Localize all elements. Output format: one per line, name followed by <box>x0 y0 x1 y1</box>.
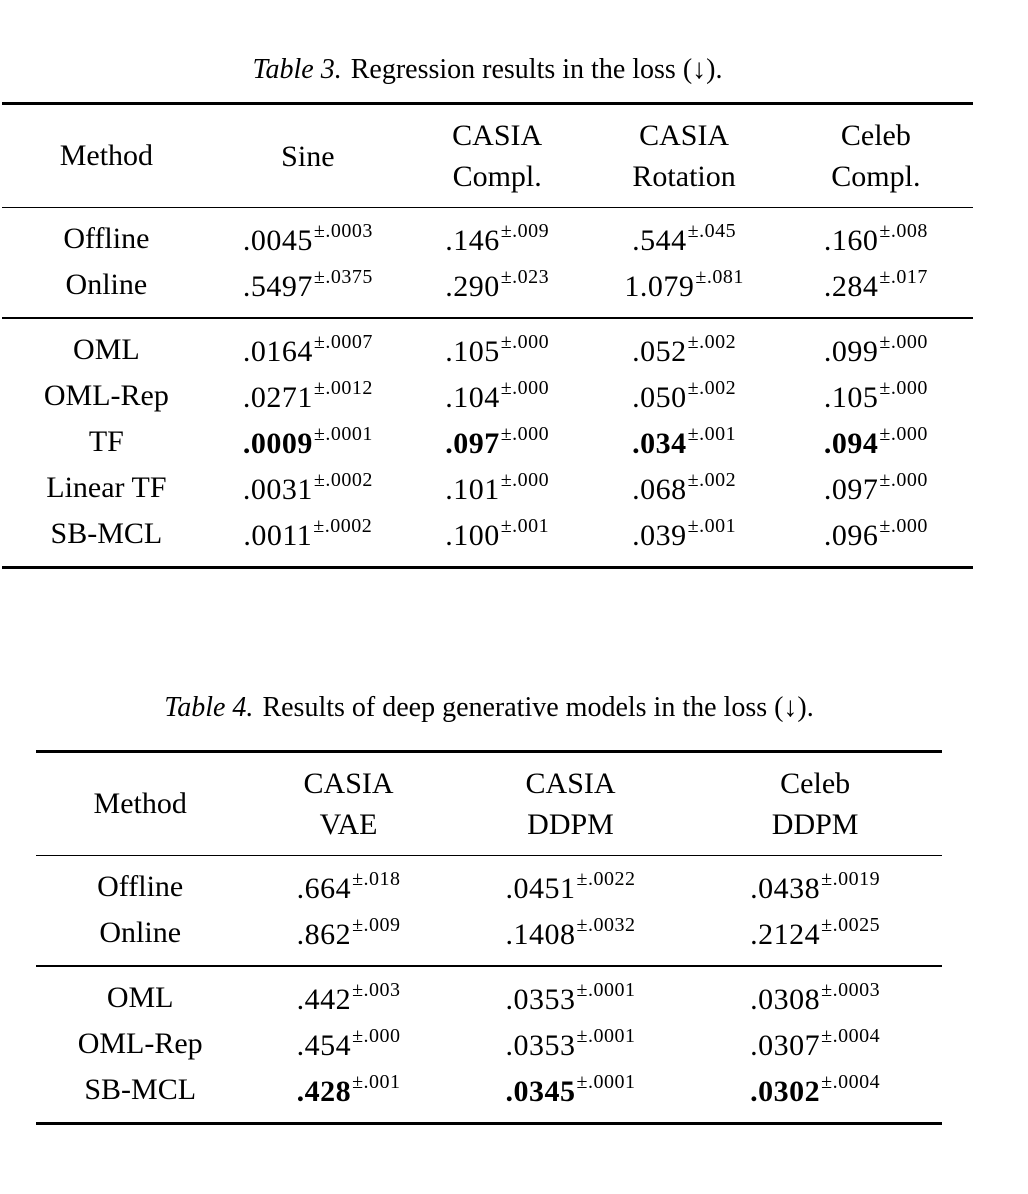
stddev-superscript: ±.000 <box>500 331 550 353</box>
value-cell <box>405 511 589 568</box>
value-cell <box>211 511 405 568</box>
stddev-superscript: ±.002 <box>687 331 737 353</box>
value-cell <box>211 318 405 373</box>
stddev-superscript: ±.0001 <box>576 979 636 1001</box>
loss-value: .284 <box>823 270 879 303</box>
value-cell <box>453 910 689 966</box>
stddev-superscript: ±.0003 <box>821 979 881 1001</box>
value-cell <box>405 262 589 318</box>
column-header-celeb-ddpm: Celeb DDPM <box>771 767 859 841</box>
stddev-superscript: ±.001 <box>352 1071 401 1093</box>
loss-value: .052 <box>632 335 687 368</box>
table-row <box>36 910 942 966</box>
table-4-caption-text: Results of deep generative models in the loss (↓). <box>262 692 814 723</box>
loss-value: .0451 <box>505 872 576 905</box>
stddev-superscript: ±.002 <box>687 469 737 491</box>
stddev-superscript: ±.0002 <box>313 469 373 491</box>
table-4-caption <box>36 690 942 726</box>
loss-value: .105 <box>445 335 500 368</box>
loss-value: .0045 <box>242 224 313 257</box>
value-cell <box>244 910 452 966</box>
value-cell <box>779 465 973 511</box>
table-row <box>2 465 973 511</box>
baselines-group <box>2 208 973 319</box>
value-cell <box>244 856 452 911</box>
table-3-header <box>2 104 973 208</box>
regression-results-table <box>2 102 973 569</box>
method-cell: OML <box>73 333 140 366</box>
value-cell <box>779 318 973 373</box>
stddev-superscript: ±.0001 <box>576 1025 636 1047</box>
loss-value: .0164 <box>242 335 313 368</box>
column-header-casia-compl: CASIA Compl. <box>452 119 543 193</box>
column-header-casia-rotation: CASIA Rotation <box>632 119 736 193</box>
methods-group <box>2 318 973 568</box>
loss-value: .428 <box>296 1075 352 1108</box>
table-row <box>2 318 973 373</box>
loss-value: .442 <box>296 983 352 1016</box>
value-cell <box>589 318 778 373</box>
method-cell: Online <box>65 268 148 301</box>
stddev-superscript: ±.003 <box>352 979 401 1001</box>
loss-value: 1.079 <box>624 270 695 303</box>
loss-value: .454 <box>296 1029 352 1062</box>
value-cell <box>453 1021 689 1067</box>
table-row <box>2 373 973 419</box>
stddev-superscript: ±.0007 <box>313 331 373 353</box>
stddev-superscript: ±.0004 <box>821 1071 881 1093</box>
value-cell <box>405 208 589 263</box>
stddev-superscript: ±.023 <box>500 266 550 288</box>
table-3-caption <box>2 52 973 88</box>
loss-value: .146 <box>445 224 500 257</box>
method-cell: SB-MCL <box>84 1073 197 1106</box>
stddev-superscript: ±.0001 <box>576 1071 636 1093</box>
loss-value: .0009 <box>242 427 313 460</box>
stddev-superscript: ±.0004 <box>821 1025 881 1047</box>
stddev-superscript: ±.081 <box>695 266 744 288</box>
stddev-superscript: ±.000 <box>879 515 928 537</box>
loss-value: .097 <box>823 473 879 506</box>
method-cell: OML-Rep <box>43 379 169 412</box>
stddev-superscript: ±.000 <box>352 1025 401 1047</box>
value-cell <box>211 373 405 419</box>
value-cell <box>779 208 973 263</box>
loss-value: .862 <box>296 918 352 951</box>
loss-value: .0302 <box>750 1075 821 1108</box>
value-cell <box>688 1021 942 1067</box>
stddev-superscript: ±.0002 <box>313 515 373 537</box>
stddev-superscript: ±.000 <box>879 423 928 445</box>
value-cell <box>589 511 778 568</box>
table-3-caption-label: Table 3. <box>252 54 342 85</box>
value-cell <box>589 419 778 465</box>
table-row <box>2 419 973 465</box>
loss-value: .0307 <box>750 1029 821 1062</box>
column-header-method: Method <box>59 139 154 172</box>
stddev-superscript: ±.000 <box>500 423 550 445</box>
value-cell <box>405 318 589 373</box>
loss-value: .0031 <box>242 473 313 506</box>
value-cell <box>211 465 405 511</box>
value-cell <box>405 373 589 419</box>
table-row <box>36 1067 942 1124</box>
table-4-section <box>36 690 942 1125</box>
value-cell <box>589 262 778 318</box>
value-cell <box>453 966 689 1021</box>
loss-value: .100 <box>445 519 500 552</box>
loss-value: .5497 <box>242 270 313 303</box>
column-header-casia-ddpm: CASIA DDPM <box>525 767 616 841</box>
table-3-caption-text: Regression results in the loss (↓). <box>350 54 723 85</box>
value-cell <box>405 465 589 511</box>
table-4-caption-label: Table 4. <box>164 692 254 723</box>
value-cell <box>688 910 942 966</box>
method-cell: Offline <box>63 222 150 255</box>
value-cell <box>688 856 942 911</box>
stddev-superscript: ±.0001 <box>313 423 373 445</box>
loss-value: .099 <box>823 335 879 368</box>
value-cell <box>779 373 973 419</box>
stddev-superscript: ±.017 <box>879 266 928 288</box>
column-header-method: Method <box>93 787 187 820</box>
loss-value: .096 <box>823 519 879 552</box>
loss-value: .104 <box>445 381 500 414</box>
stddev-superscript: ±.0019 <box>821 868 881 890</box>
stddev-superscript: ±.009 <box>352 914 401 936</box>
table-row <box>36 966 942 1021</box>
value-cell <box>779 419 973 465</box>
stddev-superscript: ±.0375 <box>313 266 373 288</box>
loss-value: .0353 <box>505 1029 576 1062</box>
stddev-superscript: ±.002 <box>687 377 737 399</box>
method-cell: OML <box>106 981 174 1014</box>
value-cell <box>453 856 689 911</box>
loss-value: .0438 <box>750 872 821 905</box>
stddev-superscript: ±.001 <box>687 515 737 537</box>
loss-value: .1408 <box>505 918 576 951</box>
loss-value: .105 <box>823 381 879 414</box>
loss-value: .2124 <box>750 918 821 951</box>
loss-value: .050 <box>632 381 687 414</box>
stddev-superscript: ±.000 <box>500 469 550 491</box>
table-row <box>36 1021 942 1067</box>
value-cell <box>211 419 405 465</box>
column-header-casia-vae: CASIA VAE <box>303 767 394 841</box>
loss-value: .039 <box>632 519 687 552</box>
loss-value: .544 <box>632 224 687 257</box>
column-header-celeb-compl: Celeb Compl. <box>831 119 921 193</box>
generative-models-table <box>36 750 942 1125</box>
value-cell <box>211 208 405 263</box>
loss-value: .0271 <box>242 381 313 414</box>
stddev-superscript: ±.001 <box>687 423 737 445</box>
table-4-header <box>36 752 942 856</box>
stddev-superscript: ±.001 <box>500 515 550 537</box>
baselines-group <box>36 856 942 967</box>
loss-value: .101 <box>445 473 500 506</box>
stddev-superscript: ±.009 <box>500 220 550 242</box>
loss-value: .0011 <box>243 519 313 552</box>
method-cell: Linear TF <box>46 471 167 504</box>
stddev-superscript: ±.0003 <box>313 220 373 242</box>
table-row <box>2 208 973 263</box>
table-row <box>36 856 942 911</box>
loss-value: .664 <box>296 872 352 905</box>
methods-group <box>36 966 942 1124</box>
method-cell: Online <box>99 916 182 949</box>
loss-value: .094 <box>823 427 879 460</box>
table-3-section <box>2 52 973 569</box>
column-header-sine: Sine <box>281 139 335 173</box>
value-cell <box>779 262 973 318</box>
stddev-superscript: ±.000 <box>879 377 928 399</box>
stddev-superscript: ±.0032 <box>576 914 636 936</box>
stddev-superscript: ±.000 <box>879 469 928 491</box>
stddev-superscript: ±.000 <box>879 331 928 353</box>
loss-value: .160 <box>823 224 879 257</box>
value-cell <box>244 966 452 1021</box>
value-cell <box>688 966 942 1021</box>
stddev-superscript: ±.045 <box>687 220 737 242</box>
loss-value: .0345 <box>505 1075 576 1108</box>
value-cell <box>211 262 405 318</box>
value-cell <box>244 1067 452 1124</box>
value-cell <box>244 1021 452 1067</box>
method-cell: SB-MCL <box>50 517 163 550</box>
value-cell <box>589 465 778 511</box>
value-cell <box>453 1067 689 1124</box>
table-row <box>2 262 973 318</box>
value-cell <box>779 511 973 568</box>
stddev-superscript: ±.018 <box>352 868 401 890</box>
loss-value: .034 <box>632 427 687 460</box>
method-cell: OML-Rep <box>77 1027 203 1060</box>
stddev-superscript: ±.0022 <box>576 868 636 890</box>
value-cell <box>589 373 778 419</box>
loss-value: .097 <box>445 427 500 460</box>
loss-value: .068 <box>632 473 687 506</box>
stddev-superscript: ±.008 <box>879 220 928 242</box>
stddev-superscript: ±.000 <box>500 377 550 399</box>
method-cell: Offline <box>97 870 184 903</box>
loss-value: .290 <box>445 270 500 303</box>
stddev-superscript: ±.0025 <box>821 914 881 936</box>
stddev-superscript: ±.0012 <box>313 377 373 399</box>
loss-value: .0308 <box>750 983 821 1016</box>
loss-value: .0353 <box>505 983 576 1016</box>
value-cell <box>405 419 589 465</box>
method-cell: TF <box>88 425 124 458</box>
value-cell <box>688 1067 942 1124</box>
table-row <box>2 511 973 568</box>
value-cell <box>589 208 778 263</box>
